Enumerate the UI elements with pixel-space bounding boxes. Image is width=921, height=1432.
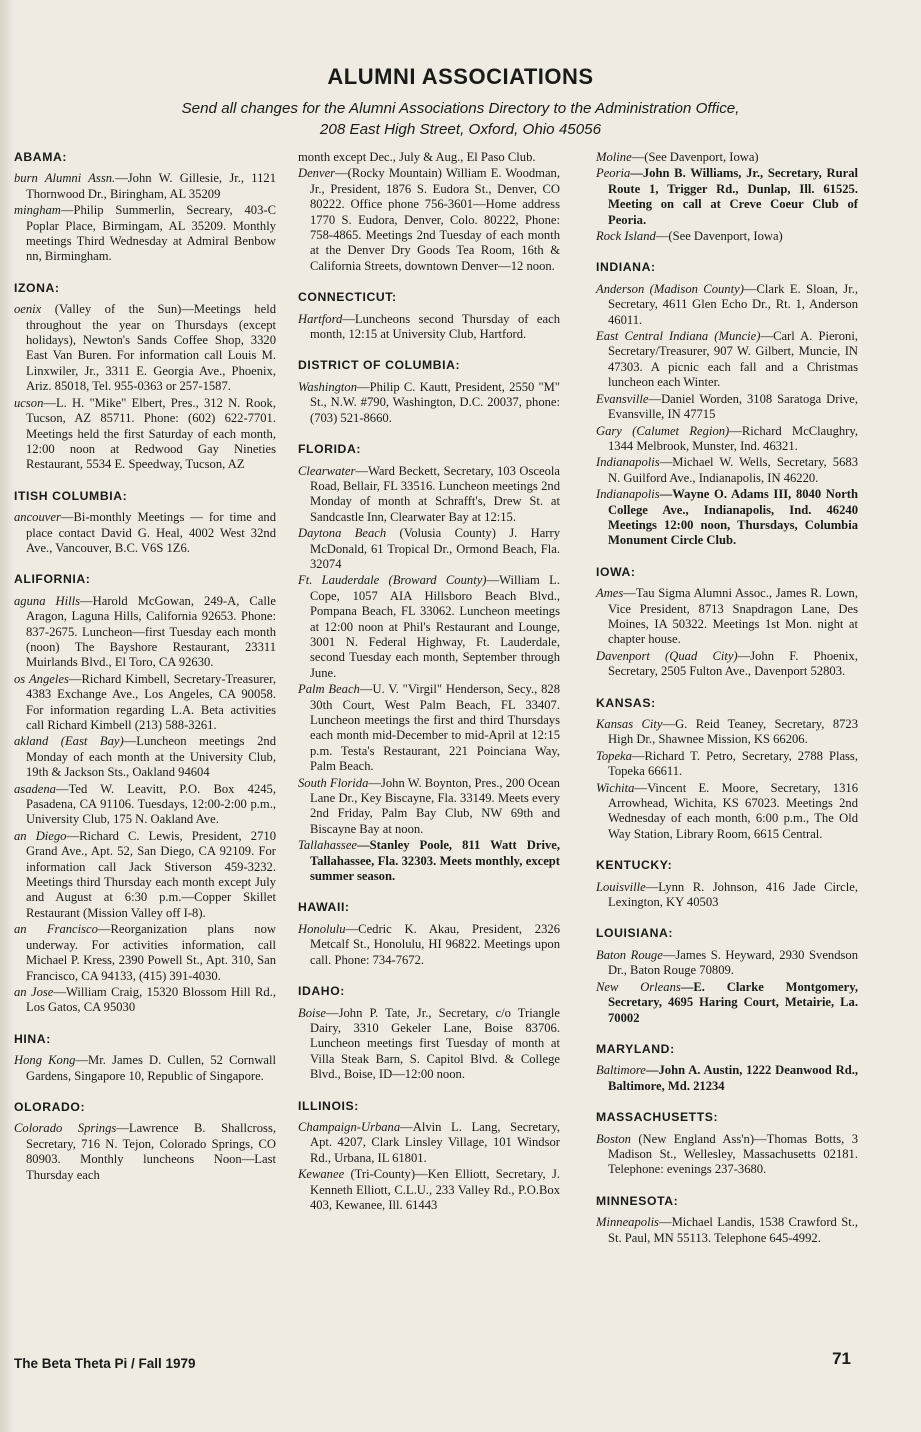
entry-details: —U. V. "Virgil" Henderson, Secy., 828 30th Court, West Palm Beach, FL 33407. Luncheon meetings the first and third Thursdays each month mid-December to mid-April at 12:15 p.m. Testa's Restaurant, 221 Poinciana Way, Palm Beach. [310, 682, 561, 774]
entry-city: Denver [298, 166, 336, 181]
state-heading: CONNECTICUT: [298, 290, 397, 305]
entry-city: Colorado Springs [14, 1121, 117, 1136]
entry-city: Tallahassee [298, 838, 358, 853]
entry-city: Baton Rouge [596, 947, 663, 962]
entry-details: —G. Reid Teaney, Secretary, 8723 High Dr., Shawnee Mission, KS 66206. [608, 717, 859, 747]
entry-details: —Luncheon meetings 2nd Monday of each month at the University Club, 19th & Jackson Sts., Oakland 94604 [26, 734, 276, 780]
entry-details: —John B. Williams, Jr., Secretary, Rural Route 1, Trigger Rd., Dunlap, Ill. 61525. Meeting on call at Creve Coeur Club of Peoria. [608, 166, 858, 227]
state-heading: ILLINOIS: [298, 1098, 359, 1113]
entry-city: burn Alumni Assn. [14, 171, 116, 186]
entry-details: —Philip C. Kautt, President, 2550 "M" St., N.W. #790, Washington, D.C. 20037, phone: (703) 521-8660. [310, 379, 560, 425]
directory-entry [14, 302, 276, 394]
entry-details: month except Dec., July & Aug., El Paso Club. [298, 150, 536, 164]
entry-city: East Central Indiana (Muncie) [596, 329, 761, 344]
entry-city: asadena [14, 781, 56, 796]
entry-city: Hong Kong [14, 1053, 76, 1068]
state-heading: ABAMA: [14, 150, 68, 164]
entry-details: —(See Davenport, Iowa) [631, 150, 759, 164]
entry-details: —Michael Landis, 1538 Crawford St., St. Paul, MN 55113. Telephone 645-4992. [608, 1215, 858, 1245]
entry-city: Peoria [596, 166, 631, 181]
entry-details: —Michael W. Wells, Secretary, 5683 N. Guilford Ave., Indianapolis, IN 46220. [608, 455, 858, 485]
entry-details: —Bi-monthly Meetings — for time and place contact David G. Heal, 4002 West 32nd Ave., Vancouver, B.C. V6S 1Z6. [26, 510, 276, 555]
entry-details: —William L. Cope, 1057 AIA Hillsboro Beach Blvd., Pompana Beach, FL 33062. Luncheon meetings at 12:00 noon at Phil's Restaurant and Lounge, 3001 N. Federal Highway, Ft. Lauderdale, second Tuesday each month, September through June. [310, 573, 560, 680]
directory-entry [596, 781, 858, 843]
entry-city: New Orleans [596, 979, 681, 994]
entry-city: Kewanee [298, 1167, 345, 1182]
directory-entry [298, 838, 560, 884]
subtitle-line-2: 208 East High Street, Oxford, Ohio 45056 [319, 121, 602, 138]
entry-city: akland (East Bay) [14, 734, 124, 749]
directory-entry [14, 594, 276, 671]
directory-entry [596, 717, 858, 748]
entry-city: an Francisco [14, 922, 98, 937]
entry-city: Honolulu [298, 921, 346, 936]
directory-entry [14, 829, 276, 921]
entry-city: Indianapolis [596, 487, 660, 502]
entry-details: (New England Ass'n)—Thomas Botts, 3 Madison St., Wellesley, Massachusetts 02181. Telephone: evenings 237-3680. [608, 1131, 858, 1177]
entry-city: Gary (Calumet Region) [596, 423, 730, 438]
entry-details: —John W. Boynton, Pres., 200 Ocean Lane Dr., Key Biscayne, Fla. 33149. Meets every 2nd Friday, Palm Bay Club, NW 69th and Biscayne Bay at noon. [310, 775, 560, 836]
state-heading: DISTRICT OF COLUMBIA: [298, 358, 461, 373]
directory-entry [596, 980, 858, 1026]
entry-details: —William Craig, 15320 Blossom Hill Rd., Los Gatos, CA 95030 [26, 984, 276, 1015]
directory-entry [596, 1132, 858, 1178]
directory-entry [596, 487, 858, 549]
directory-entry [298, 573, 560, 681]
state-heading: IDAHO: [298, 984, 345, 999]
entry-details: —Stanley Poole, 811 Watt Drive, Tallahassee, Fla. 32303. Meets monthly, except summer season. [310, 838, 560, 884]
entry-city: Ames [596, 586, 624, 601]
entry-details: —Daniel Worden, 3108 Saratoga Drive, Evansville, IN 47715 [608, 391, 858, 422]
directory-entry [596, 649, 858, 680]
page-number: 71 [832, 1349, 851, 1368]
entry-city: Palm Beach [298, 682, 360, 697]
page-binding-edge [0, 0, 14, 1432]
directory-entry [298, 1120, 560, 1166]
state-heading: KENTUCKY: [596, 858, 673, 873]
entry-details: —Richard Kimbell, Secretary-Treasurer, 4383 Exchange Ave., Los Angeles, CA 90058. For information regarding L.A. Beta activities call Richard Kimbell (213) 588-3261. [26, 671, 276, 732]
state-heading: LOUISIANA: [596, 926, 674, 941]
directory-entry [596, 424, 858, 455]
entry-details: —Philip Summerlin, Secreary, 403-C Poplar Place, Birmingam, AL 35209. Monthly meetings Third Wednesday at Admiral Benbow nn, Birmingham. [26, 203, 276, 264]
directory-entry [596, 392, 858, 423]
entry-details: —Richard McClaughry, 1344 Melbrook, Munster, Ind. 46321. [608, 423, 858, 453]
directory-entry [298, 312, 560, 343]
entry-city: Evansville [596, 391, 649, 406]
directory-entry [596, 229, 858, 244]
page-subtitle [0, 98, 921, 140]
column-2 [298, 150, 560, 1214]
directory-entry [298, 150, 560, 165]
entry-details: —Mr. James D. Cullen, 52 Cornwall Gardens, Singapore 10, Republic of Singapore. [26, 1053, 276, 1083]
directory-entry [14, 782, 276, 828]
directory-entry [298, 1006, 560, 1083]
entry-city: mingham [14, 203, 61, 218]
entry-city: Daytona Beach [298, 526, 387, 541]
entry-details: —Tau Sigma Alumni Assoc., James R. Lown, Vice President, 8713 Snapdragon Lane, Des Moines, IA 50322. Meetings 1st Mon. night at chapter house. [608, 586, 858, 647]
entry-city: Kansas City [596, 717, 663, 731]
entry-details: —John W. Gillesie, Jr., 1121 Thornwood Dr., Biringham, AL 35209 [26, 171, 277, 201]
entry-details: —Carl A. Pieroni, Secretary/Treasurer, 907 W. Gilbert, Muncie, IN 47303. A picnic each fall and a Christmas luncheon each Winter. [608, 329, 858, 390]
directory-entry [596, 1215, 858, 1246]
directory-entry [14, 1121, 276, 1183]
subtitle-line-1: Send all changes for the Alumni Associations Directory to the Administration Office, [181, 100, 740, 117]
entry-city: Baltimore [596, 1063, 646, 1078]
entry-details: —Clark E. Sloan, Jr., Secretary, 4611 Glen Echo Dr., Rt. 1, Anderson 46011. [608, 281, 858, 327]
directory-entry [298, 464, 560, 526]
entry-details: —John F. Phoenix, Secretary, 2505 Fulton Ave., Davenport 52803. [608, 648, 858, 679]
entry-city: Wichita [596, 780, 635, 795]
state-heading: FLORIDA: [298, 442, 362, 457]
directory-entry [14, 396, 276, 473]
directory-entry [298, 776, 560, 838]
entry-city: Boise [298, 1005, 326, 1020]
entry-details: —Lynn R. Johnson, 416 Jade Circle, Lexington, KY 40503 [608, 879, 858, 910]
state-heading: HINA: [14, 1031, 51, 1046]
entry-details: —Ted W. Leavitt, P.O. Box 4245, Pasadena, CA 91106. Tuesdays, 12:00-2:00 p.m., University Club, 175 N. Oakland Ave. [26, 781, 276, 827]
state-heading: IOWA: [596, 564, 636, 579]
directory-entry [596, 329, 858, 391]
entry-city: an Jose [14, 984, 54, 999]
page-header [0, 64, 921, 140]
entry-details: —E. Clarke Montgomery, Secretary, 4695 Haring Court, Metairie, La. 70002 [608, 979, 858, 1025]
entry-details: —John A. Austin, 1222 Deanwood Rd., Baltimore, Md. 21234 [608, 1063, 858, 1093]
state-heading: ITISH COLUMBIA: [14, 488, 128, 503]
entry-details: —(Rocky Mountain) William E. Woodman, Jr., President, 1876 S. Eudora St., Denver, CO 80222. Office phone 756-3601—Home address 1770 S. Eudora, Denver, Colo. 80222, Phone: 758-4865. Meetings 2nd Tuesday of each month at the Denver Dry Goods Tea Room, 16th & California Streets, downtown Denver—12 noon. [310, 166, 560, 273]
entry-details: —Lawrence B. Shallcross, Secretary, 716 N. Tejon, Colorado Springs, CO 80903. Monthly luncheons Noon—Last Thursday each [26, 1121, 276, 1182]
state-heading: MINNESOTA: [596, 1193, 679, 1208]
column-3 [596, 150, 858, 1247]
entry-details: (Tri-County)—Ken Elliott, Secretary, J. Kenneth Elliott, C.L.U., 233 Valley Rd., P.O.Box 403, Kewanee, Ill. 61443 [310, 1167, 560, 1212]
directory-entry [596, 586, 858, 648]
entry-city: Anderson (Madison County) [596, 281, 744, 296]
directory-entry [14, 922, 276, 984]
entry-city: Boston [596, 1131, 631, 1146]
entry-details: —Alvin L. Lang, Secretary, Apt. 4207, Clark Linsley Village, 101 Windsor Rd., Urbana, IL 61801. [310, 1119, 560, 1165]
directory-entry [14, 510, 276, 556]
entry-city: Louisville [596, 879, 646, 894]
entry-details: —James S. Heyward, 2930 Svendson Dr., Baton Rouge 70809. [608, 947, 859, 978]
directory-entry [14, 985, 276, 1016]
directory-entry [14, 1053, 276, 1084]
entry-details: —Cedric K. Akau, President, 2326 Metcalf St., Honolulu, HI 96822. Meetings upon call. Phone: 734-7672. [310, 921, 560, 967]
entry-details: (Valley of the Sun)—Meetings held throughout the year on Thursdays (except holidays), Newton's Sands Coffee Shop, 3320 East Van Buren. For information call Louis M. Linxwiler, Jr., 3311 E. Georgia Ave., Phoenix, Ariz. 85018, Tel. 955-0363 or 257-1587. [26, 302, 276, 394]
entry-details: —L. H. "Mike" Elbert, Pres., 312 N. Rook, Tucson, AZ 85711. Phone: (602) 622-7701. Meetings held the first Saturday of each month, 12:00 noon at Redwood Gay Nineties Restaurant, 5534 E. Speedway, Tucson, AZ [26, 395, 276, 472]
entry-details: —Harold McGowan, 249-A, Calle Aragon, Laguna Hills, California 92653. Phone: 837-2675. Luncheon—first Tuesday each month (noon) The Bayshore Restaurant, 23311 Muirlands Blvd., El Toro, CA 92630. [26, 593, 276, 670]
entry-city: Ft. Lauderdale (Broward County) [298, 573, 487, 588]
entry-city: aguna Hills [14, 593, 81, 608]
entry-city: Champaign-Urbana [298, 1119, 401, 1134]
entry-city: Topeka [596, 748, 632, 763]
publication-footer: The Beta Theta Pi / Fall 1979 [14, 1356, 196, 1371]
directory-entry [298, 526, 560, 572]
entry-details: —Wayne O. Adams III, 8040 North College Ave., Indianapolis, Ind. 46240 Meetings 12:00 noon, Thursdays, Columbia Monument Circle Club. [608, 487, 858, 548]
entry-city: Hartford [298, 311, 343, 326]
entry-details: —(See Davenport, Iowa) [655, 229, 783, 244]
state-heading: OLORADO: [14, 1099, 86, 1114]
state-heading: KANSAS: [596, 695, 656, 710]
directory-entry [14, 171, 276, 202]
entry-city: Indianapolis [596, 455, 660, 470]
entry-details: (Volusia County) J. Harry McDonald, 61 Tropical Dr., Ormond Beach, Fla. 32074 [310, 526, 560, 571]
directory-entry [596, 880, 858, 911]
entry-city: Clearwater [298, 463, 356, 478]
state-heading: IZONA: [14, 280, 60, 295]
state-heading: ALIFORNIA: [14, 572, 91, 587]
directory-entry [298, 922, 560, 968]
directory-entry [14, 203, 276, 265]
entry-city: Rock Island [596, 229, 656, 244]
entry-city: Moline [596, 150, 632, 164]
entry-details: —Reorganization plans now underway. For activities information, call Michael P. Kress, 2390 Powell St., Apt. 310, San Francisco, CA 94133, (415) 391-4030. [26, 922, 276, 983]
directory-entry [14, 734, 276, 780]
entry-city: Davenport (Quad City) [596, 648, 738, 663]
entry-details: —Richard T. Petro, Secretary, 2788 Plass, Topeka 66611. [608, 748, 858, 779]
directory-entry [596, 150, 858, 165]
entry-city: ancouver [14, 510, 61, 525]
directory-entry [14, 672, 276, 734]
directory-entry [298, 166, 560, 274]
state-heading: MARYLAND: [596, 1041, 675, 1056]
entry-details: —Vincent E. Moore, Secretary, 1316 Arrowhead, Wichita, KS 67023. Meetings 2nd Wednesday of each month, 6:00 p.m., The Old Way Station, Library Room, 6615 Central. [608, 780, 858, 841]
entry-city: os Angeles [14, 671, 69, 686]
state-heading: MASSACHUSETTS: [596, 1110, 719, 1125]
column-1 [14, 150, 276, 1184]
page-title: ALUMNI ASSOCIATIONS [327, 64, 594, 89]
directory-entry [298, 682, 560, 774]
state-heading: INDIANA: [596, 260, 656, 275]
entry-city: Washington [298, 379, 358, 394]
entry-city: ucson [14, 395, 44, 410]
entry-city: an Diego [14, 828, 67, 843]
directory-entry [596, 749, 858, 780]
entry-city: South Florida [298, 775, 369, 790]
directory-entry [298, 380, 560, 426]
directory-entry [298, 1167, 560, 1213]
entry-details: —Ward Beckett, Secretary, 103 Osceola Road, Bellair, FL 33516. Luncheon meetings 2nd Monday of month at Schrafft's, Drew St. at Sandcastle Inn, Clearwater Bay at 12:15. [310, 463, 560, 524]
directory-entry [596, 1063, 858, 1094]
directory-entry [596, 282, 858, 328]
entry-details: —Richard C. Lewis, President, 2710 Grand Ave., Apt. 52, San Diego, CA 92109. For information call Jack Stiverson 459-3232. Meetings third Thursday each month except July and August at 6:30 p.m.—Copper Skillet Restaurant (Mission Valley off I-8). [26, 828, 276, 920]
state-heading: HAWAII: [298, 900, 350, 915]
entry-details: —Luncheons second Thursday of each month, 12:15 at University Club, Hartford. [310, 311, 560, 342]
entry-details: —John P. Tate, Jr., Secretary, c/o Triangle Dairy, 3310 Gekeler Lane, Boise 83706. Luncheon meetings first Tuesday of month at Villa Steak Barn, S. Capitol Blvd. & College Blvd., Boise, ID—12:00 noon. [310, 1005, 560, 1082]
directory-entry [596, 166, 858, 228]
directory-entry [596, 455, 858, 486]
entry-city: oenix [14, 302, 42, 317]
directory-entry [596, 948, 858, 979]
entry-city: Minneapolis [596, 1215, 659, 1230]
